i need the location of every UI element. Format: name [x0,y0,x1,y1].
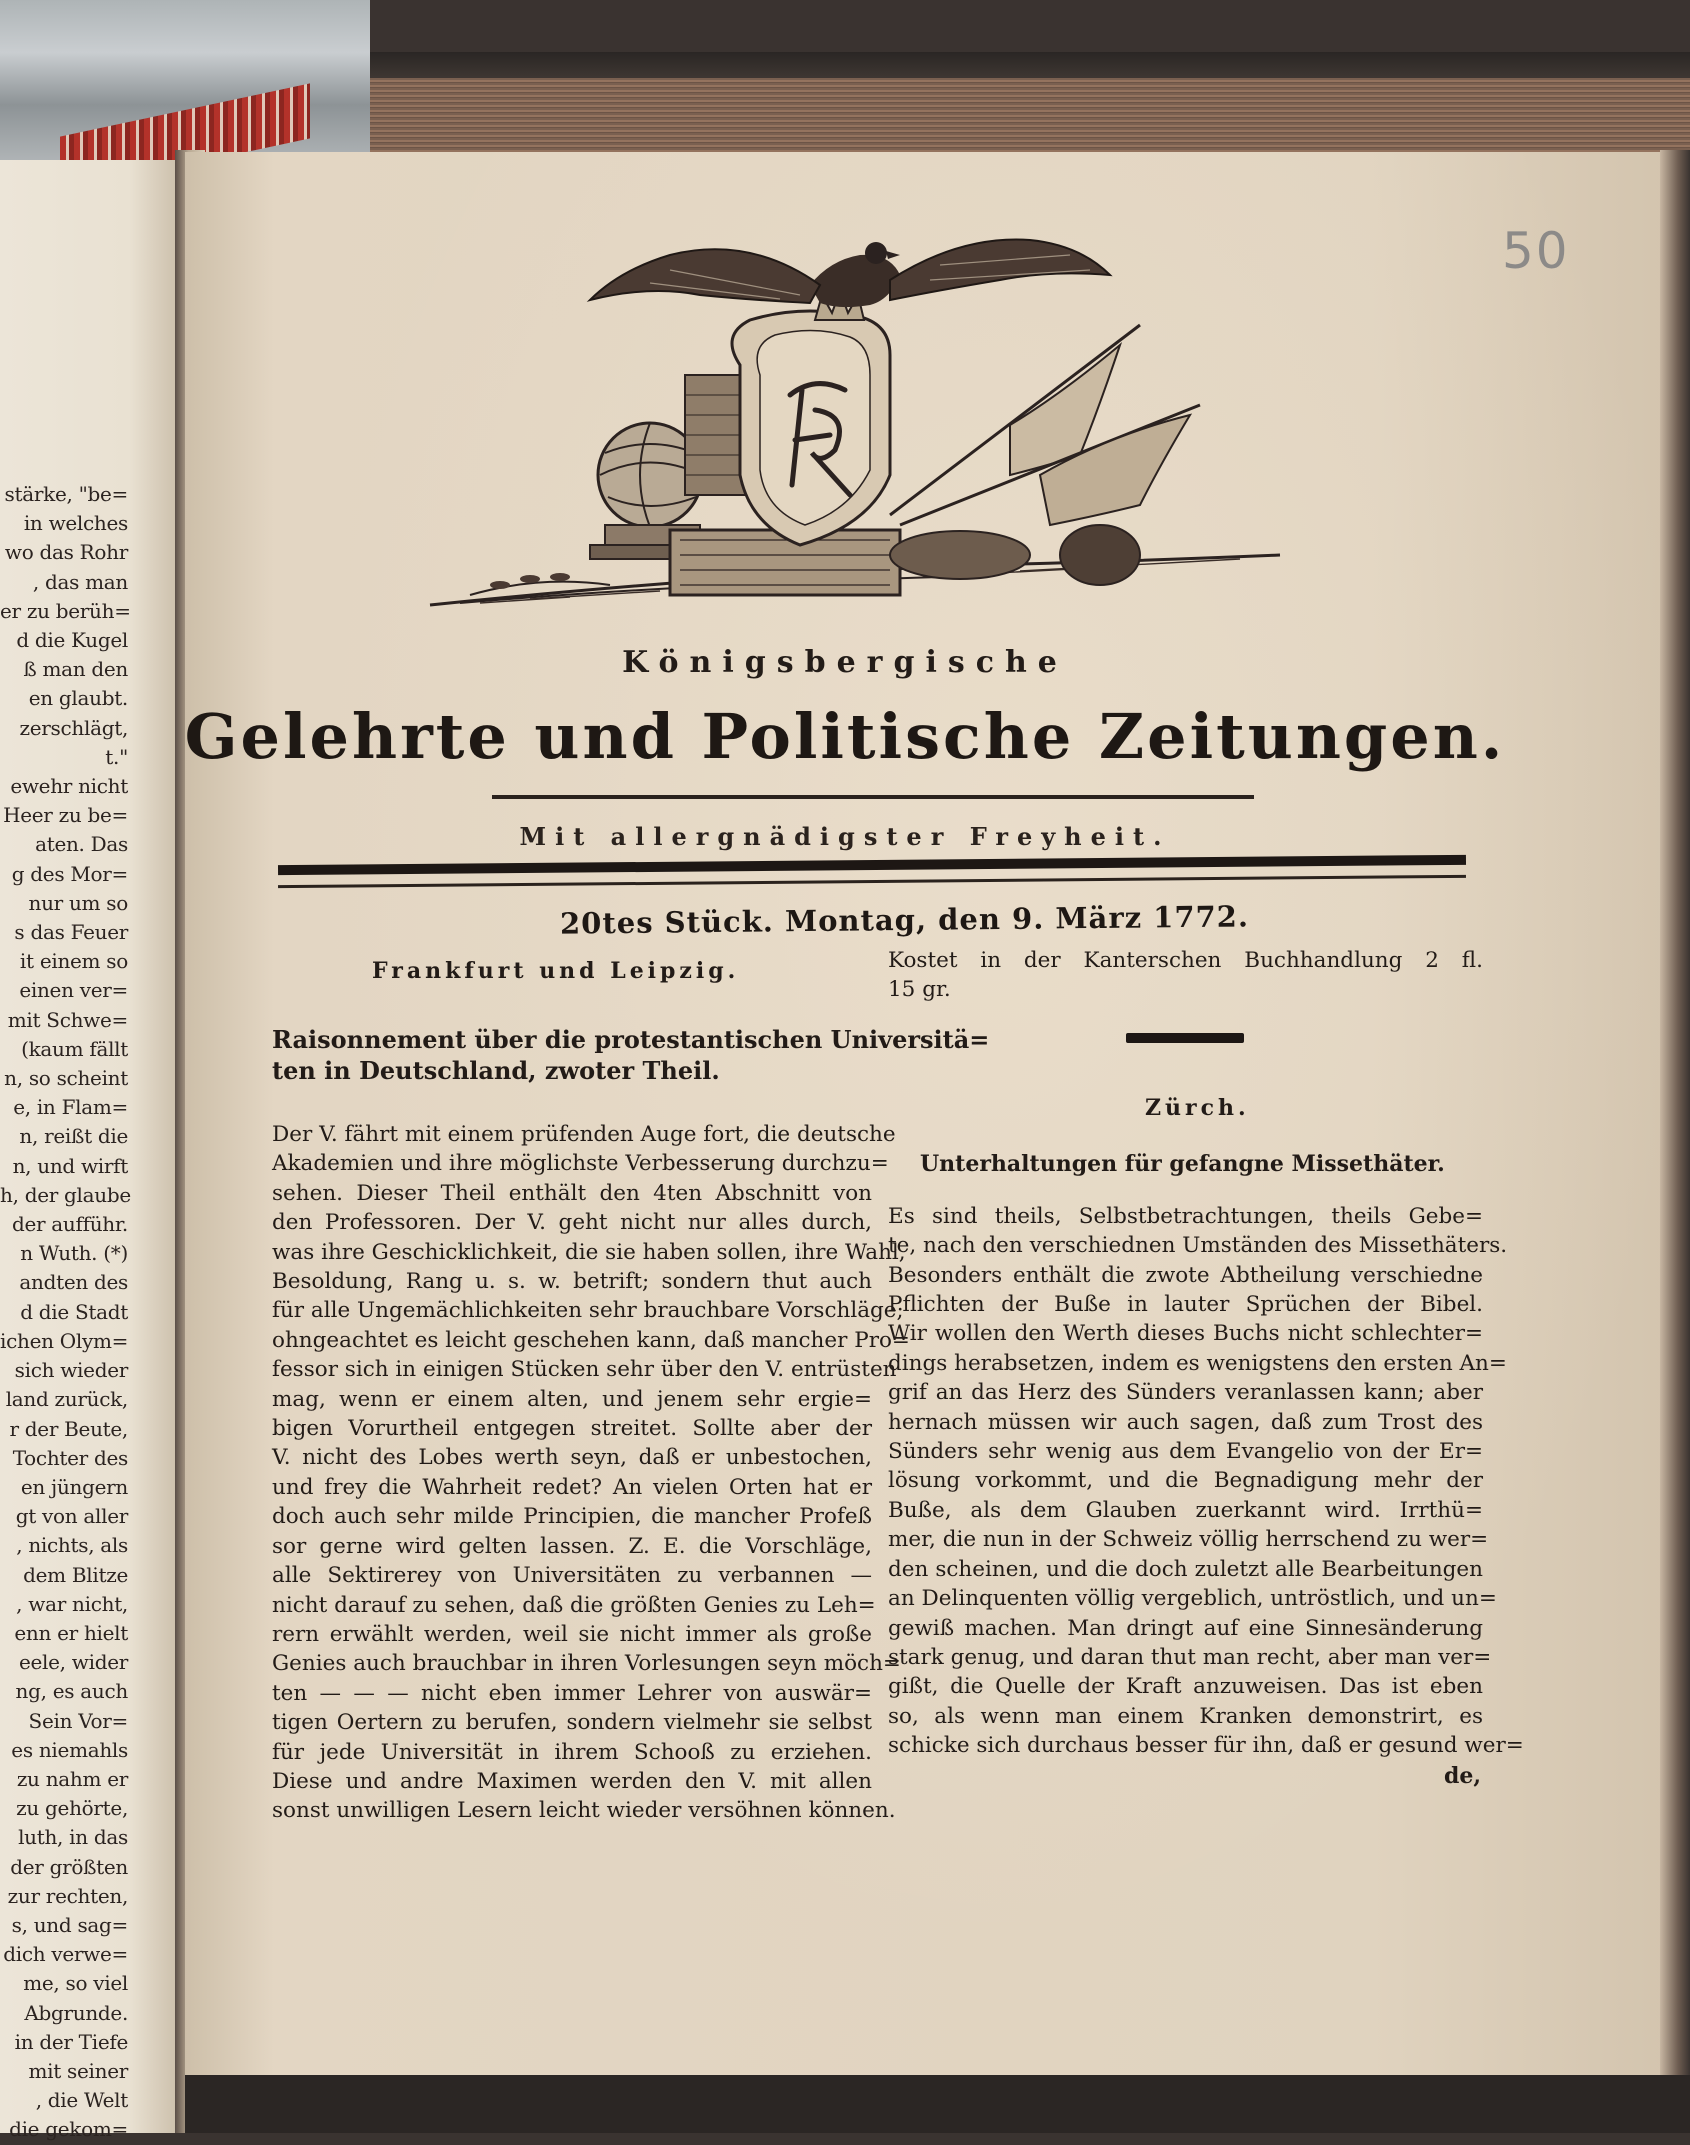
facing-page-line: der aufführ. [11,1212,128,1237]
body-line: für jede Universität in ihrem Schooß zu erziehen. [272,1739,872,1765]
facing-page-line: in der Tiefe [14,2029,128,2054]
price-line: Kostet in der Kanterschen Buchhandlung 2 fl. [888,948,1483,973]
facing-page-line: zur rechten, [7,1883,128,1908]
facing-page-line: ß man den [23,657,128,682]
body-line: mer, die nun in der Schweiz völlig herrschend zu wer= [888,1527,1489,1553]
facing-page-line: me, so viel [23,1971,128,1996]
issue-dateline: 20tes Stück. Montag, den 9. März 1772. [559,899,1250,941]
facing-page-line: t." [105,744,128,769]
body-line: hernach müssen wir auch sagen, daß zum Trost des [888,1409,1483,1435]
facing-page-line: land zurück, [5,1387,128,1412]
article-title: Unterhaltungen für gefangne Missethäter. [920,1150,1445,1177]
price-line: 15 gr. [888,977,951,1003]
facing-page-line: en glaubt. [28,686,128,711]
eagle-vignette-icon [420,225,1300,625]
body-line: an Delinquenten völlig vergeblich, untröstlich, und un= [888,1586,1497,1612]
body-line: den Professoren. Der V. geht nicht nur alles durch, [272,1210,872,1236]
facing-page-line: n, so scheint [4,1066,128,1091]
facing-page-line: einen ver= [19,978,128,1003]
article-body [272,1120,910,1826]
body-line: Buße, als dem Glauben zuerkannt wird. Irrthü= [888,1497,1483,1523]
facing-page-line: gt von aller [15,1504,128,1529]
facing-page-line: n Wuth. (*) [20,1241,128,1266]
body-line: was ihre Geschicklichkeit, die sie haben sollen, ihre Wahl, [272,1239,906,1265]
facing-page-line: n, reißt die [19,1124,128,1149]
facing-page-line: zu gehörte, [16,1796,128,1821]
body-line: tigen Oertern zu berufen, sondern vielmehr sie selbst [272,1710,872,1736]
facing-page-line: ichen Olym= [0,1328,129,1353]
body-line: Besonders enthält die zwote Abtheilung verschiedne [888,1262,1483,1288]
body-line: Wir wollen den Werth dieses Buchs nicht schlechter= [888,1321,1483,1347]
facing-page-line: n, und wirft [12,1153,128,1178]
privilege-line: Mit allergnädigster Freyheit. [519,822,1171,851]
body-line: V. nicht des Lobes werth seyn, daß er unbestochen, [272,1445,872,1471]
body-line: sor gerne wird gelten lassen. Z. E. die Vorschläge, [272,1533,872,1559]
body-line: grif an das Herz des Sünders veranlassen kann; aber [888,1380,1483,1406]
article-place: Frankfurt und Leipzig. [372,958,740,984]
body-line: gewiß machen. Man dringt auf eine Sinnesänderung [888,1615,1483,1641]
facing-page-line: , war nicht, [16,1591,128,1616]
body-line: stark genug, und daran thut man recht, aber man ver= [888,1644,1492,1670]
facing-page-line: e, in Flam= [13,1095,128,1120]
title-line: Raisonnement über die protestantischen Universitä= [272,1025,990,1054]
body-line: dings herabsetzen, indem es wenigstens den ersten An= [888,1350,1507,1376]
masthead-title: Gelehrte und Politische Zeitungen. [184,700,1506,773]
facing-page-line: dem Blitze [23,1562,128,1587]
price-note [888,946,1483,1005]
facing-page-line: s, und sag= [11,1912,128,1937]
right-article [888,946,1524,1789]
body-line: Akademien und ihre möglichste Verbesserung durchzu= [272,1151,889,1177]
facing-page-line: Sein Vor= [28,1708,128,1733]
article-title [272,1024,990,1086]
facing-page-line: Heer zu be= [3,803,128,828]
facing-page [0,160,185,2142]
facing-page-line: es niemahls [11,1737,128,1762]
facing-page-line: , nichts, als [16,1533,128,1558]
body-line: Es sind theils, Selbstbetrachtungen, theils Gebe= [888,1203,1483,1229]
body-line: sehen. Dieser Theil enthält den 4ten Abschnitt von [272,1180,872,1206]
facing-page-line: d die Stadt [20,1299,128,1324]
facing-page-line: Abgrunde. [24,2000,128,2025]
facing-page-line: , die Welt [35,2088,128,2113]
body-line: te, nach den verschiednen Umständen des Missethäters. [888,1233,1508,1259]
facing-page-line: mit seiner [28,2058,128,2083]
facing-page-line: (kaum fällt [21,1036,128,1061]
body-line: sonst unwilligen Lesern leicht wieder versöhnen können. [272,1798,896,1824]
facing-page-line: g des Mor= [11,861,128,886]
folio-number: 50 [1502,222,1570,280]
body-line: Sünders sehr wenig aus dem Evangelio von der Er= [888,1439,1483,1465]
body-line: nicht darauf zu sehen, daß die größten Genies zu Leh= [272,1592,876,1618]
facing-page-line: zerschlägt, [19,715,128,740]
body-line: Der V. fährt mit einem prüfenden Auge fort, die deutsche [272,1122,896,1147]
body-line: und frey die Wahrheit redet? An vielen Orten hat er [272,1474,872,1500]
facing-page-line: er zu berüh= [0,598,131,623]
facing-page-line: enn er hielt [14,1620,128,1645]
section-ornament [1126,1033,1244,1043]
body-line: ten — — — nicht eben immer Lehrer von auswär= [272,1680,872,1706]
title-line: ten in Deutschland, zwoter Theil. [272,1056,720,1085]
facing-page-line: r der Beute, [9,1416,128,1441]
article-body [888,1202,1524,1761]
facing-page-line: zu nahm er [16,1766,128,1791]
facing-page-line: en jüngern [20,1474,128,1499]
divider-rule [492,795,1254,799]
facing-page-line: it einem so [19,949,128,974]
body-line: ohngeachtet es leicht geschehen kann, daß mancher Pro= [272,1327,910,1353]
facing-page-line: eele, wider [18,1650,128,1675]
masthead-subtitle: Königsbergische [622,645,1068,680]
facing-page-line: die gekom= [9,2117,128,2142]
facing-page-line: wo das Rohr [4,540,128,565]
body-line: schicke sich durchaus besser für ihn, daß er gesund wer= [888,1733,1524,1759]
facing-page-line: sich wieder [14,1358,128,1383]
facing-page-line: andten des [19,1270,128,1295]
body-line: mag, wenn er einem alten, und jenem sehr ergie= [272,1386,872,1412]
scan-background [185,2075,1690,2133]
facing-page-line: nur um so [28,890,128,915]
article-place: Zürch. [1145,1094,1250,1121]
facing-page-line: dich verwe= [3,1942,128,1967]
facing-page-line: aten. Das [35,832,128,857]
body-line: Besoldung, Rang u. s. w. betrift; sondern thut auch [272,1269,872,1295]
body-line: für alle Ungemächlichkeiten sehr brauchbare Vorschläge; [272,1298,904,1324]
body-line: bigen Vorurtheil entgegen streitet. Sollte aber der [272,1416,872,1442]
facing-page-line: d die Kugel [16,628,128,653]
body-line: Diese und andre Maximen werden den V. mit allen [272,1768,872,1794]
facing-page-line: h, der glaube [0,1182,131,1207]
body-line: lösung vorkommt, und die Begnadigung mehr der [888,1468,1483,1494]
catchword: de, [1443,1762,1481,1789]
body-line: doch auch sehr milde Principien, die mancher Profeß [272,1504,872,1530]
body-line: so, als wenn man einem Kranken demonstrirt, es [888,1703,1483,1729]
facing-page-line: s das Feuer [14,920,128,945]
facing-page-line: ng, es auch [15,1679,128,1704]
facing-page-line: mit Schwe= [7,1007,128,1032]
body-line: gißt, die Quelle der Kraft anzuweisen. Das ist eben [888,1674,1483,1700]
body-line: rern erwählt werden, weil sie nicht immer als große [272,1621,872,1647]
facing-page-line: in welches [23,511,128,536]
page-shadow [1660,150,1690,2133]
facing-page-line: Tochter des [12,1445,128,1470]
body-line: Pflichten der Buße in lauter Sprüchen der Bibel. [888,1292,1483,1318]
body-line: Genies auch brauchbar in ihren Vorlesungen seyn möch= [272,1651,901,1677]
body-line: fessor sich in einigen Stücken sehr über den V. entrüsten [272,1357,897,1383]
facing-page-line: der größten [10,1854,128,1879]
facing-page-line: , das man [32,569,128,594]
facing-page-line: ewehr nicht [10,774,128,799]
body-line: den scheinen, und die doch zuletzt alle Bearbeitungen [888,1556,1483,1582]
facing-page-line: luth, in das [18,1825,128,1850]
facing-page-line: stärke, "be= [4,482,128,506]
body-line: alle Sektirerey von Universitäten zu verbannen — [272,1563,872,1589]
